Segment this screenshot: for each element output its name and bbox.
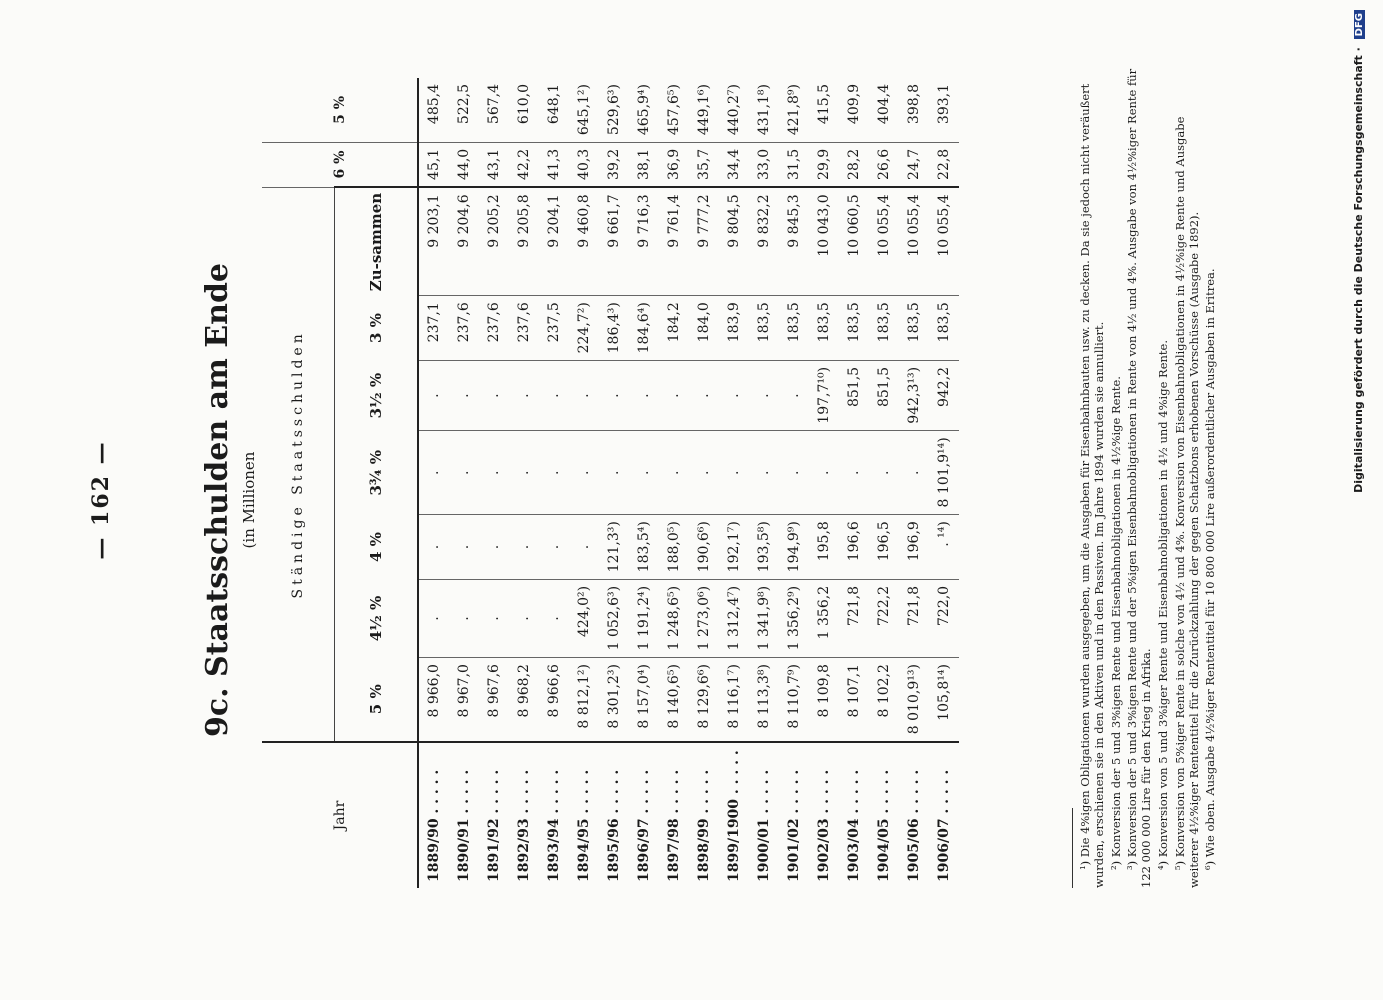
- cell-c6: 39,2: [599, 142, 629, 187]
- header-5pct: 5 %: [262, 78, 418, 142]
- cell-c375: .: [599, 431, 629, 515]
- header-sub-0: 5 %: [335, 658, 419, 742]
- cell-c3: 237,6: [509, 296, 539, 361]
- cell-p5: 610,0: [509, 78, 539, 142]
- cell-c6: 42,2: [509, 142, 539, 187]
- table-row: [929, 78, 959, 888]
- cell-c375: .: [418, 431, 449, 515]
- cell-c3: 183,5: [899, 296, 929, 361]
- cell-c35: .: [629, 360, 659, 430]
- cell-c6: 34,4: [719, 142, 749, 187]
- cell-c6: 41,3: [539, 142, 569, 187]
- cell-c3: 237,6: [479, 296, 509, 361]
- cell-c45: 722,0: [929, 579, 959, 657]
- cell-c4: 196,9: [899, 515, 929, 580]
- cell-c5: 8 010,9¹³): [899, 658, 929, 742]
- cell-c45: 1 356,2: [809, 579, 839, 657]
- cell-c45: 721,8: [899, 579, 929, 657]
- cell-c5: 8 102,2: [869, 658, 899, 742]
- cell-c4: 188,0⁵): [659, 515, 689, 580]
- table-row: [509, 78, 539, 888]
- table-row: [449, 78, 479, 888]
- cell-total: 9 205,8: [509, 187, 539, 295]
- cell-c375: .: [539, 431, 569, 515]
- footnote-rule: [1072, 808, 1073, 888]
- cell-total: 10 055,4: [869, 187, 899, 295]
- cell-c45: .: [479, 579, 509, 657]
- cell-c45: 1 191,2⁴): [629, 579, 659, 657]
- cell-c3: 183,5: [749, 296, 779, 361]
- cell-c3: 237,6: [449, 296, 479, 361]
- cell-c35: .: [449, 360, 479, 430]
- table-row: [569, 78, 599, 888]
- cell-c6: 38,1: [629, 142, 659, 187]
- cell-c5: 8 966,0: [418, 658, 449, 742]
- cell-c3: 183,5: [779, 296, 809, 361]
- cell-year: 1898/99 . . . . .: [689, 742, 719, 888]
- cell-c5: 8 109,8: [809, 658, 839, 742]
- footnote: ²) Konversion der 5 und 3%igen Rente und Eisenbahnobligationen in 4½%ige Rente.: [1108, 376, 1123, 870]
- cell-p5: 648,1: [539, 78, 569, 142]
- cell-c4: . ¹⁴): [929, 515, 959, 580]
- cell-total: 9 460,8: [569, 187, 599, 295]
- cell-c375: .: [629, 431, 659, 515]
- cell-c4: 195,8: [809, 515, 839, 580]
- cell-year: 1904/05 . . . . .: [869, 742, 899, 888]
- cell-year: 1892/93 . . . . .: [509, 742, 539, 888]
- cell-p5: 449,1⁶): [689, 78, 719, 142]
- table-row: [599, 78, 629, 888]
- cell-total: 9 761,4: [659, 187, 689, 295]
- cell-year: 1901/02 . . . . .: [779, 742, 809, 888]
- cell-c375: .: [839, 431, 869, 515]
- cell-p5: 457,6⁵): [659, 78, 689, 142]
- cell-total: 9 203,1: [418, 187, 449, 295]
- header-sub-5: 3 %: [335, 296, 419, 361]
- cell-total: 10 055,4: [929, 187, 959, 295]
- table-row: [689, 78, 719, 888]
- cell-year: 1891/92 . . . . .: [479, 742, 509, 888]
- cell-c5: 8 301,2³): [599, 658, 629, 742]
- table-row: [539, 78, 569, 888]
- cell-c4: .: [569, 515, 599, 580]
- cell-c5: 8 110,7⁹): [779, 658, 809, 742]
- table-row: [839, 78, 869, 888]
- cell-c5: 105,8¹⁴): [929, 658, 959, 742]
- cell-c35: .: [479, 360, 509, 430]
- cell-c45: 424,0²): [569, 579, 599, 657]
- footnote: ⁶) Wie oben. Ausgabe 4½%iger Rententitel für 10 800 000 Lire außerordentlicher Ausgaben in Eritrea.: [1203, 268, 1218, 870]
- cell-c35: .: [659, 360, 689, 430]
- cell-c45: 1 052,6³): [599, 579, 629, 657]
- cell-c3: 224,7²): [569, 296, 599, 361]
- cell-c3: 237,5: [539, 296, 569, 361]
- table-row: [418, 78, 449, 888]
- cell-p5: 431,1⁸): [749, 78, 779, 142]
- cell-c35: 851,5: [839, 360, 869, 430]
- cell-year: 1896/97 . . . . .: [629, 742, 659, 888]
- cell-year: 1902/03 . . . . .: [809, 742, 839, 888]
- header-6pct: 6 %: [262, 142, 418, 187]
- cell-c6: 43,1: [479, 142, 509, 187]
- cell-c3: 183,5: [809, 296, 839, 361]
- cell-c5: 8 967,6: [479, 658, 509, 742]
- cell-c4: 194,9⁹): [779, 515, 809, 580]
- cell-p5: 415,5: [809, 78, 839, 142]
- cell-c45: .: [539, 579, 569, 657]
- cell-c45: 1 356,2⁹): [779, 579, 809, 657]
- cell-c375: .: [779, 431, 809, 515]
- table-body: [418, 78, 959, 888]
- cell-c35: .: [749, 360, 779, 430]
- cell-total: 9 661,7: [599, 187, 629, 295]
- header-sub-2: 4 %: [335, 515, 419, 580]
- header-sub-3: 3¾ %: [335, 431, 419, 515]
- header-standing-debts: Ständige Staatsschulden: [262, 187, 335, 742]
- cell-year: 1890/91 . . . . .: [449, 742, 479, 888]
- cell-p5: 421,8⁹): [779, 78, 809, 142]
- cell-c6: 31,5: [779, 142, 809, 187]
- cell-c45: 722,2: [869, 579, 899, 657]
- cell-c45: 1 273,0⁶): [689, 579, 719, 657]
- header-row-top: [262, 78, 335, 888]
- cell-p5: 393,1: [929, 78, 959, 142]
- cell-c3: 184,6⁴): [629, 296, 659, 361]
- cell-c5: 8 113,3⁸): [749, 658, 779, 742]
- cell-p5: 529,6³): [599, 78, 629, 142]
- cell-c5: 8 116,1⁷): [719, 658, 749, 742]
- cell-p5: 645,1²): [569, 78, 599, 142]
- cell-c35: 851,5: [869, 360, 899, 430]
- cell-total: 9 845,3: [779, 187, 809, 295]
- cell-c35: .: [599, 360, 629, 430]
- footnote: ⁴) Konversion von 5 und 3%iger Rente und Eisenbahnobligationen in 4½ und 4%ige Rente.: [1155, 340, 1170, 870]
- cell-year: 1899/1900 . . . . .: [719, 742, 749, 888]
- cell-c3: 184,0: [689, 296, 719, 361]
- cell-c375: .: [569, 431, 599, 515]
- cell-c3: 183,5: [869, 296, 899, 361]
- cell-c5: 8 107,1: [839, 658, 869, 742]
- cell-total: 10 060,5: [839, 187, 869, 295]
- cell-c375: .: [869, 431, 899, 515]
- cell-c35: 197,7¹⁰): [809, 360, 839, 430]
- cell-c6: 44,0: [449, 142, 479, 187]
- footnote: ¹) Die 4%igen Obligationen wurden ausgegeben, um die Ausgaben für Eisenbahnbauten usw. zu decken. Da sie jedoch nicht veräußert wurden, erschienen sie in den Aktiven und in den Passiven. Im Jahre 1894 wurden sie annulliert.: [1078, 83, 1106, 888]
- cell-c3: 184,2: [659, 296, 689, 361]
- dfg-logo: DFG: [1354, 10, 1365, 39]
- cell-c4: 193,5⁸): [749, 515, 779, 580]
- cell-c6: 35,7: [689, 142, 719, 187]
- cell-c6: 29,9: [809, 142, 839, 187]
- cell-c45: 1 248,6⁵): [659, 579, 689, 657]
- cell-p5: 522,5: [449, 78, 479, 142]
- table-row: [809, 78, 839, 888]
- debt-table: [262, 78, 959, 888]
- cell-c375: .: [719, 431, 749, 515]
- cell-c3: 186,4³): [599, 296, 629, 361]
- table-row: [899, 78, 929, 888]
- cell-c4: 183,5⁴): [629, 515, 659, 580]
- header-year: Jahr: [262, 742, 418, 888]
- table-row: [719, 78, 749, 888]
- cell-p5: 398,8: [899, 78, 929, 142]
- cell-c35: .: [509, 360, 539, 430]
- cell-c3: 237,1: [418, 296, 449, 361]
- cell-c375: .: [449, 431, 479, 515]
- cell-year: 1889/90 . . . . .: [418, 742, 449, 888]
- cell-c4: 196,6: [839, 515, 869, 580]
- cell-c5: 8 968,2: [509, 658, 539, 742]
- cell-year: 1905/06 . . . . .: [899, 742, 929, 888]
- footnote: ⁵) Konversion von 5%iger Rente in solche von 4½ und 4%. Konversion von Eisenbahnobligationen in 4½%ige Rente und Ausgabe weiterer 4½%iger Rententitel für die Zurückzahlung der gegen Schatzbons erhobenen Vorschüsse (Ausgabe 1892).: [1172, 116, 1201, 888]
- cell-c6: 24,7: [899, 142, 929, 187]
- cell-year: 1906/07 . . . . .: [929, 742, 959, 888]
- cell-c45: 721,8: [839, 579, 869, 657]
- header-sub-1: 4½ %: [335, 579, 419, 657]
- cell-c375: .: [479, 431, 509, 515]
- cell-c5: 8 140,6⁵): [659, 658, 689, 742]
- cell-total: 9 777,2: [689, 187, 719, 295]
- cell-c375: .: [899, 431, 929, 515]
- table-row: [779, 78, 809, 888]
- cell-c4: .: [509, 515, 539, 580]
- cell-c375: .: [509, 431, 539, 515]
- cell-year: 1897/98 . . . . .: [659, 742, 689, 888]
- cell-c375: .: [689, 431, 719, 515]
- cell-c35: .: [418, 360, 449, 430]
- cell-c45: .: [449, 579, 479, 657]
- cell-c35: .: [689, 360, 719, 430]
- cell-c45: .: [418, 579, 449, 657]
- footnote: ³) Konversion der 5 und 3%igen Rente und der 5%igen Eisenbahnobligationen in Rente von 4½ und 4%. Ausgabe von 4½%iger Rente für 122 000 000 Lire für den Krieg in Afrika.: [1125, 68, 1154, 888]
- cell-c3: 183,5: [839, 296, 869, 361]
- cell-year: 1903/04 . . . . .: [839, 742, 869, 888]
- cell-c4: 190,6⁶): [689, 515, 719, 580]
- cell-p5: 404,4: [869, 78, 899, 142]
- cell-c6: 26,6: [869, 142, 899, 187]
- cell-c4: .: [418, 515, 449, 580]
- cell-c375: .: [749, 431, 779, 515]
- cell-p5: 409,9: [839, 78, 869, 142]
- cell-c6: 33,0: [749, 142, 779, 187]
- cell-c4: 196,5: [869, 515, 899, 580]
- table-row: [479, 78, 509, 888]
- cell-total: 9 204,1: [539, 187, 569, 295]
- cell-c6: 40,3: [569, 142, 599, 187]
- table-row: [749, 78, 779, 888]
- cell-year: 1893/94 . . . . .: [539, 742, 569, 888]
- cell-p5: 567,4: [479, 78, 509, 142]
- header-sub-4: 3½ %: [335, 360, 419, 430]
- cell-c6: 45,1: [418, 142, 449, 187]
- cell-c6: 36,9: [659, 142, 689, 187]
- credit-line: [1352, 10, 1365, 1000]
- cell-total: 9 804,5: [719, 187, 749, 295]
- cell-c5: 8 157,0⁴): [629, 658, 659, 742]
- cell-total: 9 205,2: [479, 187, 509, 295]
- cell-c4: .: [479, 515, 509, 580]
- footnotes: [1072, 68, 1221, 888]
- cell-c35: .: [779, 360, 809, 430]
- cell-c3: 183,9: [719, 296, 749, 361]
- cell-c35: 942,3¹³): [899, 360, 929, 430]
- cell-year: 1895/96 . . . . .: [599, 742, 629, 888]
- table-row: [869, 78, 899, 888]
- page-number: — 162 —: [88, 440, 114, 560]
- cell-c35: 942,2: [929, 360, 959, 430]
- cell-c45: 1 341,9⁸): [749, 579, 779, 657]
- cell-p5: 465,9⁴): [629, 78, 659, 142]
- cell-year: 1894/95 . . . . .: [569, 742, 599, 888]
- cell-p5: 440,2⁷): [719, 78, 749, 142]
- cell-c4: 121,3³): [599, 515, 629, 580]
- cell-c4: .: [539, 515, 569, 580]
- cell-c45: .: [509, 579, 539, 657]
- cell-c5: 8 129,6⁶): [689, 658, 719, 742]
- cell-total: 10 055,4: [899, 187, 929, 295]
- cell-c35: .: [719, 360, 749, 430]
- cell-c375: .: [809, 431, 839, 515]
- cell-c4: .: [449, 515, 479, 580]
- cell-c4: 192,1⁷): [719, 515, 749, 580]
- cell-c375: 8 101,9¹⁴): [929, 431, 959, 515]
- header-sub-6: Zu-sammen: [335, 187, 419, 295]
- cell-total: 9 204,6: [449, 187, 479, 295]
- cell-c6: 28,2: [839, 142, 869, 187]
- table-row: [629, 78, 659, 888]
- cell-c5: 8 967,0: [449, 658, 479, 742]
- page-title: 9c. Staatsschulden am Ende: [200, 262, 235, 738]
- cell-c35: .: [539, 360, 569, 430]
- cell-c45: 1 312,4⁷): [719, 579, 749, 657]
- table-row: [659, 78, 689, 888]
- credit-text: Digitalisierung gefördert durch die Deutsche Forschungsgemeinschaft ·: [1352, 47, 1365, 493]
- cell-c5: 8 966,6: [539, 658, 569, 742]
- cell-c35: .: [569, 360, 599, 430]
- page-subtitle: (in Millionen: [240, 451, 258, 549]
- cell-year: 1900/01 . . . . .: [749, 742, 779, 888]
- cell-total: 10 043,0: [809, 187, 839, 295]
- cell-c6: 22,8: [929, 142, 959, 187]
- cell-p5: 485,4: [418, 78, 449, 142]
- cell-c3: 183,5: [929, 296, 959, 361]
- cell-total: 9 716,3: [629, 187, 659, 295]
- cell-c5: 8 812,1²): [569, 658, 599, 742]
- cell-total: 9 832,2: [749, 187, 779, 295]
- cell-c375: .: [659, 431, 689, 515]
